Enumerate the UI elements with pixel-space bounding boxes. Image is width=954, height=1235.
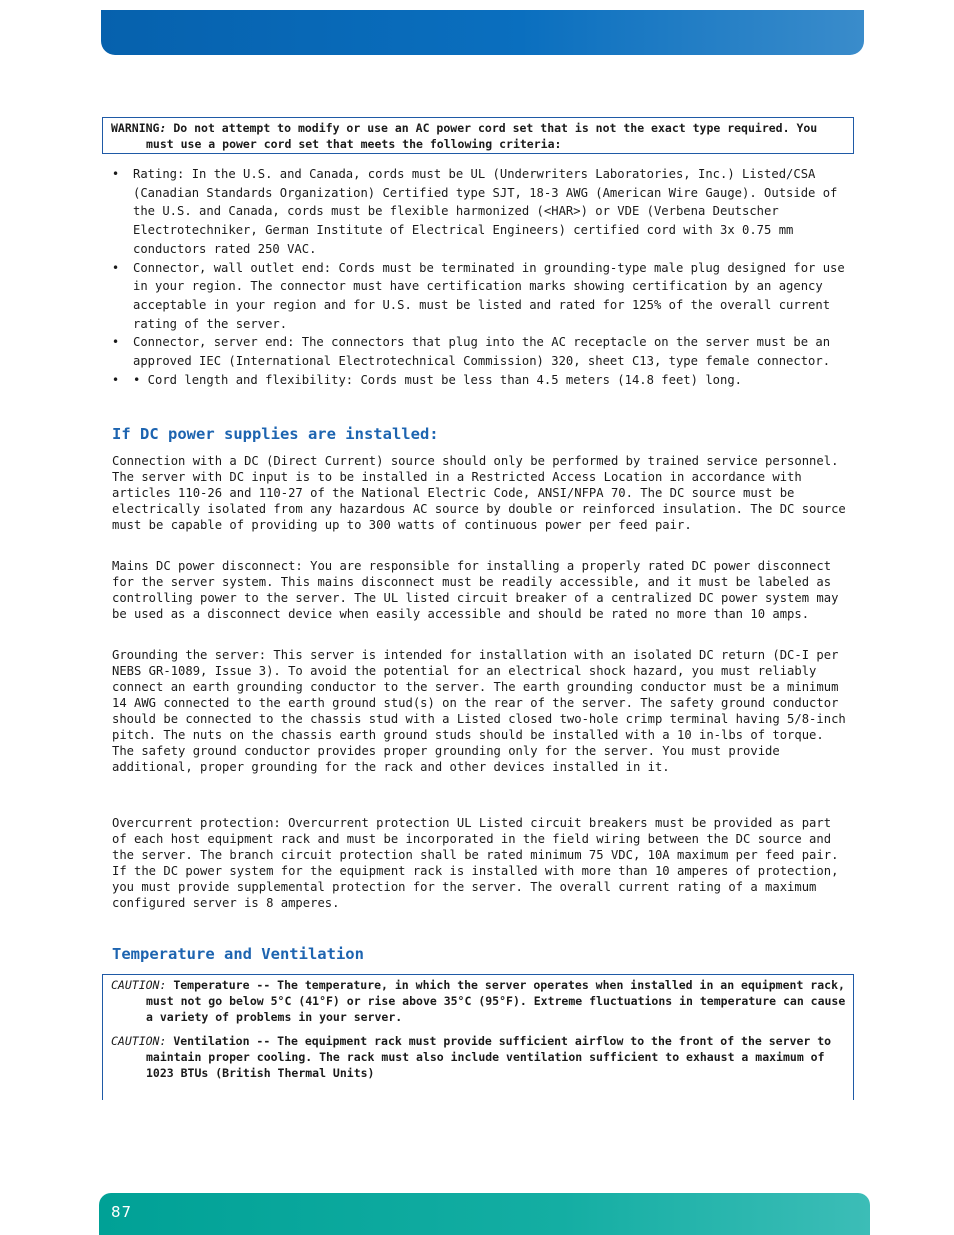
caution-text: Ventilation -- The equipment rack must provide sufficient airflow to the front of the server to maintain proper cooling. The rack must also include ventilation sufficient to exhaust a maximum of 1023 BTUs (British Thermal Units) [146, 1034, 832, 1080]
caution-label: CAUTION: [111, 1034, 167, 1048]
caution-text: Temperature -- The temperature, in which the server operates when installed in an equipment rack, must not go below 5°C (41°F) or rise above 35°C (95°F). Extreme fluctuations in temperature can cause a variety of problems in your server. [146, 978, 846, 1024]
list-item: • Connector, wall outlet end: Cords must be terminated in grounding-type male plug designed for use in your region. The connector must have certification marks showing certification by an agency acceptable in your region and for U.S. must be listed and rated for 125% of the overall current rating of the server. [112, 259, 847, 334]
dc-connection-paragraph: Connection with a DC (Direct Current) source should only be performed by trained service personnel. The server with DC input is to be installed in a Restricted Access Location in accordance with articles 110-26 and 110-27 of the National Electric Code, ANSI/NFPA 70. The DC source must be electrically isolated from any hazardous AC source by double or reinforced insulation. The DC source must be capable of providing up to 300 watts of continuous power per feed pair. [112, 454, 846, 532]
caution-temperature [111, 977, 847, 1025]
list-item: • Rating: In the U.S. and Canada, cords must be UL (Underwriters Laboratories, Inc.) Listed/CSA (Canadian Standards Organization) Certified type SJT, 18-3 AWG (American Wire Gauge). Outside of the U.S. and Canada, cords must be flexible harmonized (<HAR>) or VDE (Verbena Deutscher Electrotechniker, German Institute of Electrical Engineers) certified cord with 3x 0.75 mm conductors rated 250 VAC. [112, 165, 847, 259]
list-item: • Connector, server end: The connectors that plug into the AC receptacle on the server must be an approved IEC (International Electrotechnical Commission) 320, sheet C13, type female connector. [112, 333, 847, 370]
footer-band [99, 1193, 870, 1235]
power-cord-criteria-list [112, 165, 847, 389]
page-number: 87 [111, 1203, 133, 1221]
caution-box [102, 974, 854, 1100]
caution-ventilation [111, 1033, 847, 1081]
warning-text: Do not attempt to modify or use an AC power cord set that is not the exact type required. You must use a power cord set that meets the following criteria: [146, 121, 818, 151]
caution-label: CAUTION: [111, 978, 167, 992]
warning-colon: : [159, 121, 174, 135]
dc-power-heading: If DC power supplies are installed: [112, 425, 439, 443]
warning-text-block [111, 120, 847, 152]
header-band [101, 10, 864, 55]
temperature-heading: Temperature and Ventilation [112, 945, 364, 963]
dc-disconnect-paragraph: Mains DC power disconnect: You are responsible for installing a properly rated DC power disconnect for the server system. This mains disconnect must be readily accessible, and it must be labeled as controlling power to the server. The UL listed circuit breaker of a centralized DC power system may be used as a disconnect device when easily accessible and should be rated no more than 10 amps. [112, 559, 839, 621]
list-item: • • Cord length and flexibility: Cords must be less than 4.5 meters (14.8 feet) long. [112, 371, 847, 390]
warning-box [102, 117, 854, 154]
warning-label: WARNING [111, 121, 160, 135]
overcurrent-paragraph: Overcurrent protection: Overcurrent protection UL Listed circuit breakers must be provided as part of each host equipment rack and must be incorporated in the field wiring between the DC source and the server. The branch circuit protection shall be rated minimum 75 VDC, 10A maximum per feed pair. If the DC power system for the equipment rack is installed with more than 10 amperes of protection, you must provide supplemental protection for the server. The overall current rating of a maximum configured server is 8 amperes. [112, 816, 839, 910]
grounding-paragraph: Grounding the server: This server is intended for installation with an isolated DC return (DC-I per NEBS GR-1089, Issue 3). To avoid the potential for an electrical shock hazard, you must reliably connect an earth grounding conductor to the server. The earth grounding conductor must be a minimum 14 AWG connected to the earth ground stud(s) on the rear of the server. The safety ground conductor should be connected to the chassis stud with a Listed closed two-hole crimp terminal having 5/8-inch pitch. The nuts on the chassis earth ground studs should be installed with a 10 in-lbs of torque. The safety ground conductor provides proper grounding only for the server. You must provide additional, proper grounding for the rack and other devices installed in it. [112, 648, 846, 774]
